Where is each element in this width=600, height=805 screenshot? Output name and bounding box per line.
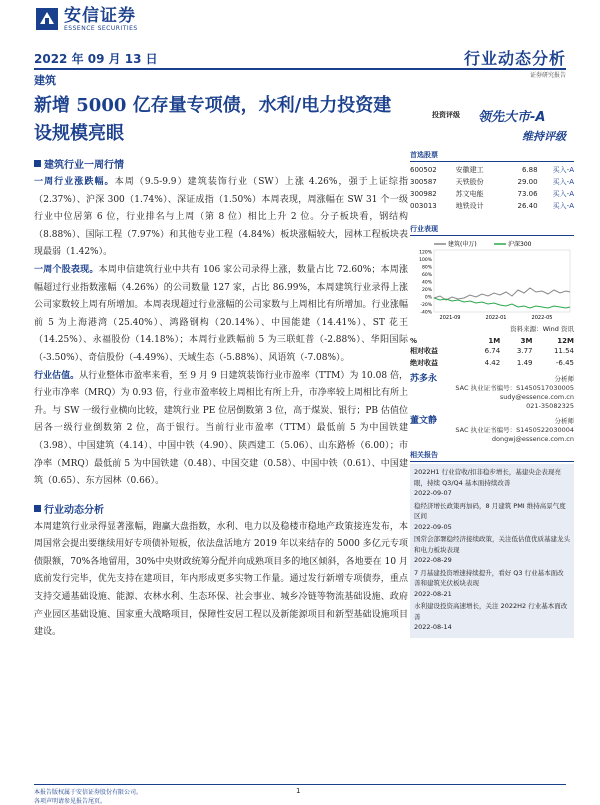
page-number: 1	[296, 787, 301, 795]
header-rule	[34, 68, 566, 70]
analysts	[410, 375, 574, 444]
related-report-item[interactable]	[414, 467, 570, 499]
analyst-name: 苏多永	[410, 374, 438, 384]
perf-header: 3M	[520, 337, 533, 345]
pick-code: 003013	[410, 202, 437, 210]
pick-rating: 买入-A	[552, 178, 574, 186]
perf-cell: 3.77	[516, 347, 533, 355]
pick-rating: 买入-A	[552, 190, 574, 198]
related-title: 相关报告	[410, 450, 574, 462]
section-weekly: 建筑行业一周行情	[34, 156, 408, 171]
related-report-item[interactable]	[414, 601, 570, 633]
analyst-role: 分析师	[554, 417, 574, 425]
legend-a-label: 建筑(申万)	[448, 241, 477, 248]
rating-value: 领先大市-A	[478, 110, 546, 125]
footer-rule	[34, 784, 566, 785]
x-tick-label: 2022-05	[531, 315, 553, 321]
y-tick-label: 80%	[421, 265, 432, 271]
paragraph-stock-performance: 一周个股表现。本周申信建筑行业中共有 106 家公司录得上涨，数量占比 72.60%；本周涨幅超过行业指数涨幅（4.26%）的公司数量 127 家，占比 86.99%，本周建筑行业录得上涨公司家数较上周有所增加。本周表现超过行业涨幅的公司家数与上周相比有所增加。行业涨幅前 5 为上海港湾（25.40%）、鸿路钢构（20.14%）、中国能建（14.41%）、ST 花王（14.25%）、永福股份（14.18%）；本周行业跌幅前 5 为三联虹普（-2.88%）、华阳国际（-3.50%）、奇信股份（-4.49%）、天域生态（-5.88%）、风语筑（-7.08%）。	[34, 264, 408, 363]
analyst-email[interactable]: dongwj@essence.com.cn	[491, 435, 574, 443]
analyst-role: 分析师	[554, 375, 574, 383]
related-report-date: 2022-09-07	[414, 489, 452, 497]
pick-price: 6.88	[521, 166, 538, 174]
related-report-title: 稳经济增长政策再加码，8 月建筑 PMI 维持高景气度区间	[414, 501, 566, 520]
related-report-date: 2022-08-29	[414, 556, 452, 564]
y-tick-label: 0%	[424, 295, 432, 301]
y-tick-label: 40%	[421, 280, 432, 286]
perf-cell: 1.49	[516, 359, 533, 367]
pick-code: 300587	[410, 178, 437, 186]
legend-b-label: 沪深300	[508, 241, 532, 248]
x-tick-label: 2021-09	[439, 315, 461, 321]
related-report-date: 2022-09-05	[414, 522, 452, 531]
industry-label: 建筑	[34, 74, 56, 87]
pick-name: 天铁股份	[455, 178, 484, 186]
related-report-title: 水利建设投资高速增长，关注 2022H2 行业基本面改善	[414, 602, 568, 621]
pick-rating: 买入-A	[552, 202, 574, 210]
trend-title: 行业表现	[410, 224, 574, 236]
y-tick-label: 120%	[419, 250, 432, 256]
page-title: 新增 5000 亿存量专项债，水利/电力投资建设规模亮眼	[34, 95, 392, 144]
perf-header: 1M	[488, 337, 501, 345]
pick-price: 26.40	[517, 202, 538, 210]
rating-label: 投资评级	[432, 111, 460, 119]
y-tick-label: -20%	[420, 303, 432, 308]
logo-en: ESSENCE SECURITIES	[64, 24, 138, 32]
pick-name: 苏文电能	[455, 190, 484, 198]
picks-title: 首选股票	[410, 150, 574, 162]
report-subtitle: 证券研究报告	[529, 72, 566, 79]
square-bullet-icon	[34, 505, 41, 512]
sidebar	[410, 150, 574, 638]
paragraph-weekly-change: 一周行业涨跌幅。本周（9.5-9.9）建筑装饰行业（SW）上涨 4.26%，强于上证综指（2.37%）、沪深 300（1.74%）、深证成指（1.50%）本周表现，周涨幅在 SW 31 个一级行业中位居第 6 位，行业排名与上周（第 8 位）相比上升 2 位。分子板块看，钢结构（8.88%）、国际工程（7.97%）和其他专业工程（4.84%）板块涨幅较大，园林工程板块表现最弱（1.42%）。	[34, 177, 408, 258]
related-report-title: 2022H1 行业营收/扣非稳步增长，基建央企表现亮眼，持续 Q3/Q4 基本面持续改善	[414, 468, 561, 487]
y-tick-label: -40%	[420, 310, 432, 316]
related-report-item[interactable]	[414, 501, 570, 533]
pick-name: 地铁设计	[455, 202, 484, 210]
logo-icon	[34, 6, 60, 32]
pick-price: 29.00	[517, 178, 538, 186]
analyst-name: 董文静	[410, 416, 438, 426]
pick-code: 600502	[410, 166, 437, 174]
series-hs300-line	[434, 298, 570, 308]
analyst-block	[410, 417, 574, 444]
related-report-item[interactable]	[414, 568, 570, 600]
logo-cn: 安信证券	[64, 5, 136, 26]
table-row	[410, 164, 574, 176]
pick-rating: 买入-A	[552, 166, 574, 174]
related-report-title: 7 月基建投资增速持续提升，看好 Q3 行业基本面改善和建筑光伏板块表现	[414, 568, 564, 587]
picks-table	[410, 164, 574, 212]
series-building-line	[434, 288, 570, 300]
perf-cell: 11.54	[553, 347, 574, 355]
trend-chart	[410, 238, 574, 322]
y-tick-label: 100%	[419, 258, 432, 263]
report-type: 行业动态分析	[463, 49, 566, 68]
pick-name: 安徽建工	[455, 166, 484, 174]
analyst-cert: SAC 执业证书编号：S1450522030004	[455, 426, 574, 434]
related-report-date: 2022-08-14	[414, 623, 452, 631]
perf-cell: 4.42	[484, 359, 501, 367]
analyst-cert: SAC 执业证书编号：S1450517030005	[455, 384, 574, 392]
report-date: 2022 年 09 月 13 日	[34, 52, 158, 66]
chart-source: 资料来源：Wind 资讯	[510, 325, 574, 333]
analyst-email[interactable]: sudy@essence.com.cn	[499, 393, 574, 401]
rating-maintain: 维持评级	[522, 130, 566, 143]
section-dynamics: 行业动态分析	[34, 501, 408, 516]
table-row	[410, 200, 574, 212]
company-logo	[34, 6, 138, 32]
perf-header: 12M	[557, 337, 574, 345]
analyst-block	[410, 375, 574, 411]
y-tick-label: 20%	[421, 288, 432, 293]
pick-price: 73.06	[517, 190, 538, 198]
perf-header: %	[410, 337, 418, 345]
main-column	[34, 156, 408, 642]
plot-frame	[434, 250, 570, 312]
table-row	[410, 188, 574, 200]
table-row	[410, 345, 574, 357]
table-row	[410, 176, 574, 188]
footer-disclaimer: 本报告版权属于安信证券股份有限公司。 各项声明请参见报告尾页。	[34, 789, 143, 805]
analyst-phone: 021-35082325	[526, 402, 574, 410]
table-row	[410, 357, 574, 369]
related-report-title: 国常会部署稳经济接续政策，关注低估值优质基建龙头和电力板块表现	[414, 535, 570, 554]
related-report-item[interactable]	[414, 534, 570, 566]
pick-code: 300982	[410, 190, 437, 198]
performance-table	[410, 337, 574, 369]
y-tick-label: 60%	[421, 273, 432, 278]
paragraph-valuation: 行业估值。从行业整体市盈率来看，至 9 月 9 日建筑装饰行业市盈率（TTM）为 10.08 倍，行业市净率（MRQ）为 0.93 倍，行业市盈率较上周相比有所上升，市净率较上周相比有所上升。与 SW 一级行业横向比较，建筑行业 PE 位居倒数第 3 位，高于煤炭、银行；PB 估值位居各一级行业倒数第 2 位，高于银行。当前行业市盈率（TTM）最低前 5 为中国铁建（3.98）、中国建筑（4.14）、中国中铁（4.90）、陕西建工（5.06）、山东路桥（6.00）；市净率（MRQ）最低前 5 为中国铁建（0.48）、中国交建（0.58）、中国中铁（0.61）、中国建筑（0.65）、东方园林（0.66）。	[34, 370, 408, 487]
perf-cell: 相对收益	[410, 347, 438, 355]
related-report-date: 2022-08-21	[414, 589, 452, 598]
perf-cell: -6.45	[555, 359, 574, 367]
x-tick-label: 2022-01	[485, 315, 507, 321]
perf-cell: 绝对收益	[410, 359, 438, 367]
square-bullet-icon	[34, 160, 41, 167]
perf-cell: 6.74	[484, 347, 501, 355]
paragraph-dynamics: 本周建筑行业录得显著涨幅，跑赢大盘指数，水利、电力以及稳楼市稳地产政策接连发布，本周国常会提出要继续用好专项债补短板，依法盘活地方 2019 年以来结存的 5000 多亿元专项债限额，70%各地留用，30%中央财政统筹分配并向成熟项目多的地区倾斜，各地要在 10 月底前发行完毕，优先支持在建项目，年内形成更多实物工作量。通过发行新增专项债券，重点支持交通基础设施、能源、农林水利、生态环保、社会事业、城乡冷链等物流基础设施、政府产业园区基础设施、国家重大战略项目，保障性安居工程以及新能源项目和新型基础设施项目建设。	[34, 521, 408, 638]
related-reports	[410, 464, 574, 638]
